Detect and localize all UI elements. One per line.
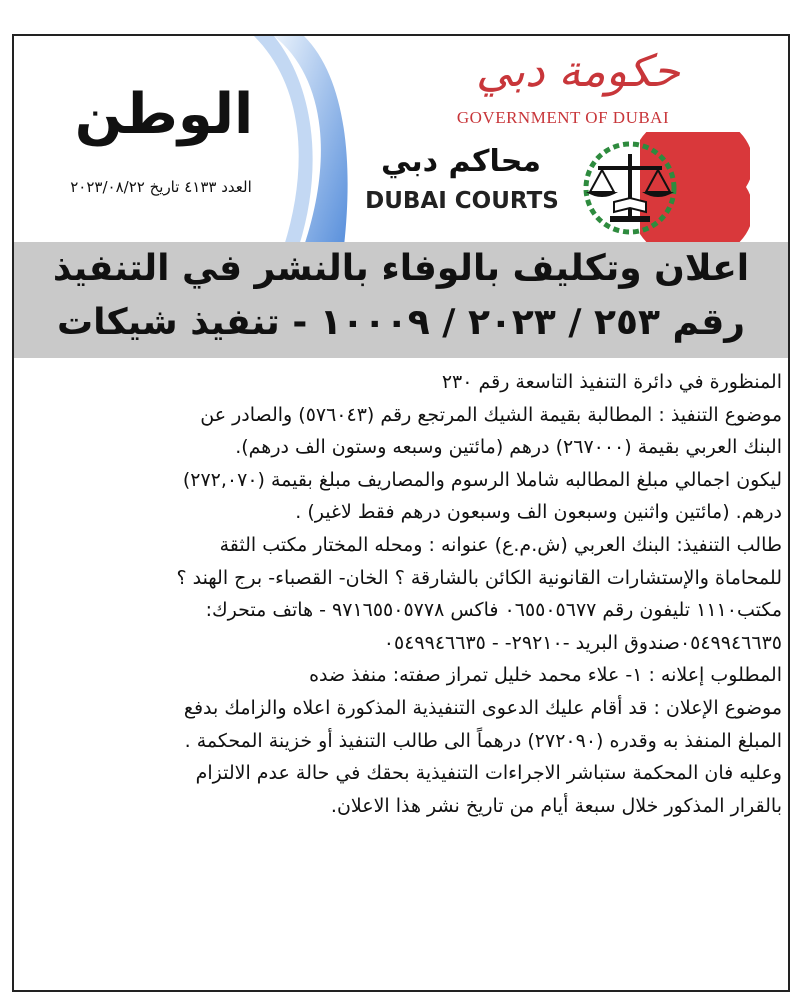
body-line: المبلغ المنفذ به وقدره (٢٧٢٠٩٠) درهماً الى طالب التنفيذ أو خزينة المحكمة .: [184, 729, 782, 752]
newspaper-logo: الوطن: [74, 82, 254, 147]
body-line: ليكون اجمالي مبلغ المطالبه شاملا الرسوم والمصاريف مبلغ بقيمة (٢٧٢,٠٧٠): [182, 468, 782, 491]
government-english-label: GOVERNMENT OF DUBAI: [456, 108, 670, 127]
title-line-2: رقم ٢٥٣ / ٢٠٢٣ / ١٠٠٠٩ - تنفيذ شيكات: [56, 302, 746, 343]
courts-english-label: DUBAI COURTS: [365, 188, 559, 214]
courts-arabic-label: محاكم دبي: [381, 144, 541, 179]
body-line: المنظورة في دائرة التنفيذ التاسعة رقم ٢٣٠: [441, 371, 782, 393]
body-line: درهم. (مائتين واثنين وسبعون الف وسبعون درهم فقط لاغير) .: [295, 501, 782, 524]
body-line: للمحاماة والإستشارات القانونية الكائن بالشارقة ؟ الخان- القصباء- برج الهند ؟: [176, 566, 782, 589]
body-line: البنك العربي بقيمة (٢٦٧٠٠٠) درهم (مائتين وسبعه وستون الف درهم).: [235, 436, 782, 459]
announcement-frame: [12, 34, 790, 992]
body-line: موضوع الإعلان : قد أقام عليك الدعوى التنفيذية المذكورة اعلاه والزامك بدفع: [183, 696, 782, 719]
body-line: مكتب١١١٠ تليفون رقم ٠٦٥٥٠٥٦٧٧ فاكس ٩٧١٦٥٥٠٥٧٧٨ - هاتف متحرك:: [205, 599, 782, 622]
body-line: طالب التنفيذ: البنك العربي (ش.م.ع) عنوانه : ومحله المختار مكتب الثقة: [219, 533, 782, 556]
scales-emblem-icon: [570, 132, 750, 242]
announcement-body: [20, 366, 782, 822]
title-line-1: اعلان وتكليف بالوفاء بالنشر في التنفيذ: [52, 248, 750, 289]
body-line: المطلوب إعلانه : ١- علاء محمد خليل تمراز صفته: منفذ ضده: [309, 664, 782, 687]
issue-info: العدد ٤١٣٣ تاريخ ٢٠٢٣/٠٨/٢٢: [70, 178, 252, 196]
header: [14, 36, 788, 240]
body-line: ٠٥٤٩٩٤٦٦٣٥صندوق البريد -٢٩٢١٠- - ٠٥٤٩٩٤٦٦٣٥: [383, 631, 782, 654]
body-line: بالقرار المذكور خلال سبعة أيام من تاريخ نشر هذا الاعلان.: [330, 794, 782, 817]
government-arabic-logo: حكومة دبي: [476, 46, 680, 97]
body-line: موضوع التنفيذ : المطالبة بقيمة الشيك المرتجع رقم (٥٧٦٠٤٣) والصادر عن: [200, 403, 782, 426]
body-line: وعليه فان المحكمة ستباشر الاجراءات التنفيذية بحقك في حالة عدم الالتزام: [195, 762, 782, 785]
